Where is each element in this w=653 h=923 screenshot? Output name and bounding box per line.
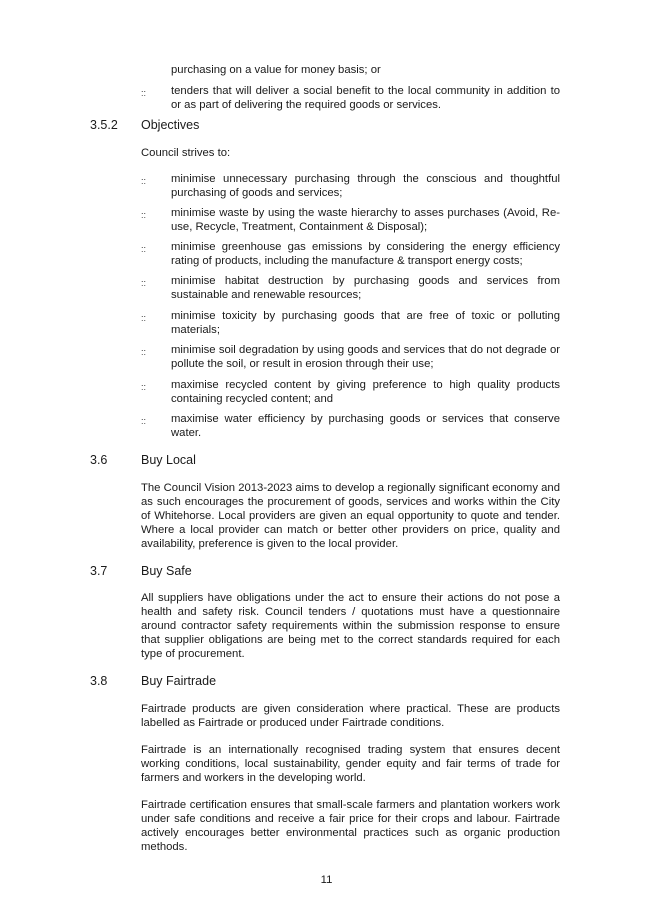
bullet-tenders: tenders that will deliver a social benefit to the local community in addition to or as part of delivering the required goods or services. — [171, 85, 560, 111]
section-title-buy-local: Buy Local — [141, 453, 196, 467]
bullet-marker: :: — [141, 210, 147, 220]
section-number-352: 3.5.2 — [90, 118, 118, 132]
objective-item: minimise greenhouse gas emissions by considering the energy efficiency rating of products, including the manufacture & transport energy costs; — [171, 241, 560, 267]
objective-item: minimise toxicity by purchasing goods that are free of toxic or polluting materials; — [171, 310, 560, 336]
section-title-buy-fairtrade: Buy Fairtrade — [141, 674, 217, 688]
page-number: 11 — [320, 874, 333, 886]
section-number-38: 3.8 — [90, 674, 108, 688]
buy-safe-body: All suppliers have obligations under the act to ensure their actions do not pose a health and safety risk. Council tenders / quotations must have a questionnaire around contractor safety requirements within the submission response to ensure that supplier obligations are being met to the correct standards required for each type of procurement. — [141, 592, 560, 660]
objective-item: minimise unnecessary purchasing through the conscious and thoughtful purchasing of goods and services; — [171, 173, 560, 199]
section-title-buy-safe: Buy Safe — [141, 564, 192, 578]
objective-item: maximise recycled content by giving preference to high quality products containing recycled content; and — [171, 379, 560, 405]
fairtrade-paragraph-3: Fairtrade certification ensures that small-scale farmers and plantation workers work under safe conditions and receive a fair price for their crops and labour. Fairtrade actively encourages better environmental practices such as organic production methods. — [141, 799, 560, 853]
bullet-marker: :: — [141, 382, 147, 392]
bullet-marker: :: — [141, 88, 147, 98]
bullet-marker: :: — [141, 416, 147, 426]
bullet-marker: :: — [141, 347, 147, 357]
bullet-marker: :: — [141, 244, 147, 254]
section-number-37: 3.7 — [90, 564, 108, 578]
objectives-lead: Council strives to: — [141, 147, 231, 159]
objective-item: minimise soil degradation by using goods and services that do not degrade or pollute the soil, or result in erosion through their use; — [171, 344, 560, 370]
buy-local-body: The Council Vision 2013-2023 aims to develop a regionally significant economy and as such encourages the procurement of goods, services and works within the City of Whitehorse. Local providers are given an equal opportunity to quote and tender. Where a local provider can match or better other providers on price, quality and availability, preference is given to the local provider. — [141, 482, 560, 550]
objective-item: minimise waste by using the waste hierarchy to asses purchases (Avoid, Re-use, Recycle, Treatment, Containment & Disposal); — [171, 207, 560, 233]
section-title-objectives: Objectives — [141, 118, 200, 132]
bullet-marker: :: — [141, 176, 147, 186]
section-number-36: 3.6 — [90, 453, 108, 467]
fairtrade-paragraph-2: Fairtrade is an internationally recognised trading system that ensures decent working conditions, local sustainability, gender equity and fair terms of trade for farmers and workers in the developing world. — [141, 744, 560, 784]
objective-item: maximise water efficiency by purchasing goods or services that conserve water. — [171, 413, 560, 439]
bullet-marker: :: — [141, 278, 147, 288]
bullet-marker: :: — [141, 313, 147, 323]
objective-item: minimise habitat destruction by purchasing goods and services from sustainable and renewable resources; — [171, 275, 560, 301]
fairtrade-paragraph-1: Fairtrade products are given consideration where practical. These are products labelled as Fairtrade or produced under Fairtrade conditions. — [141, 703, 560, 729]
intro-continuation: purchasing on a value for money basis; or — [171, 64, 381, 76]
